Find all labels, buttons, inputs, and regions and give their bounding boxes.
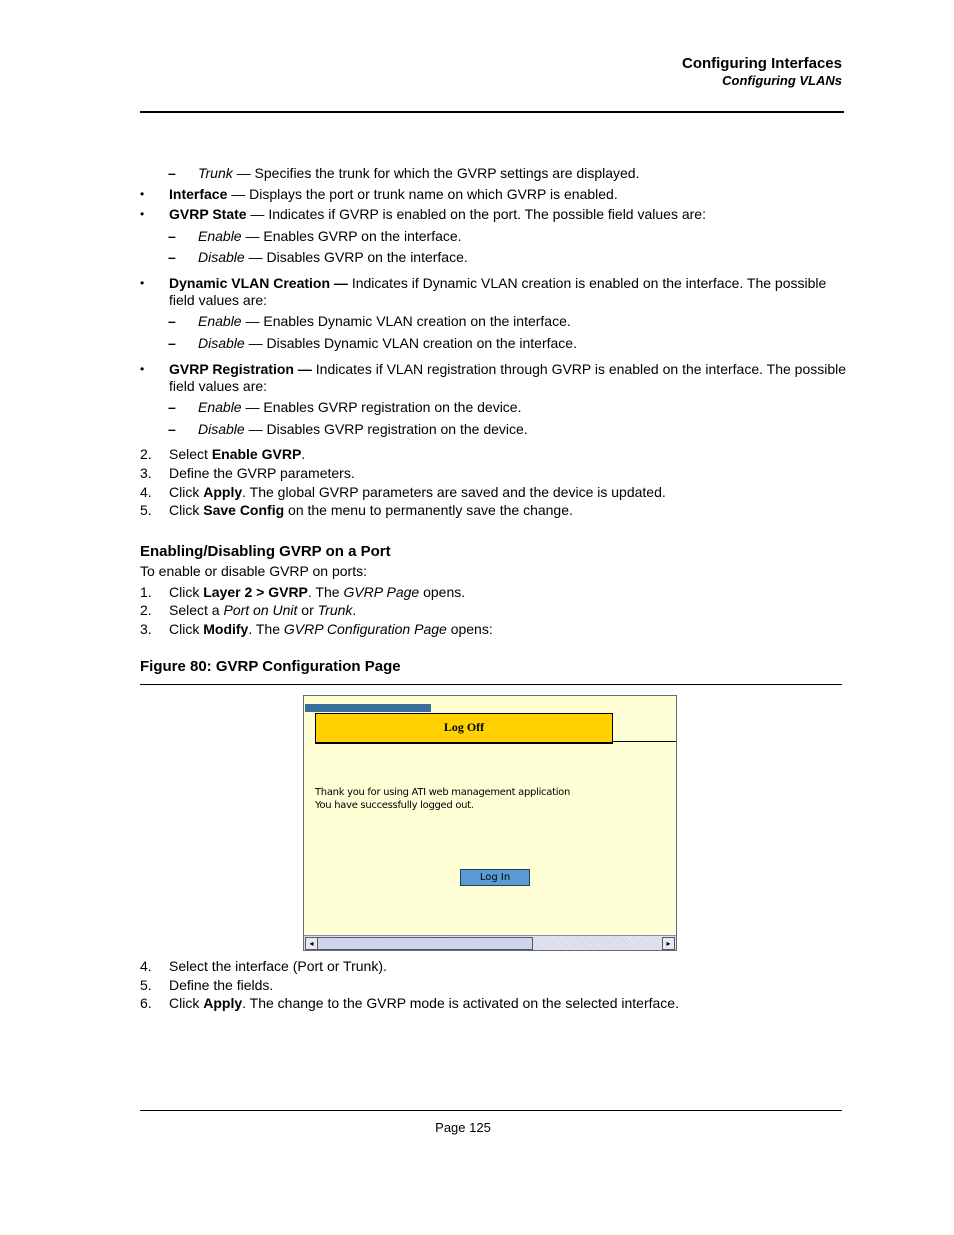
desc: — Specifies the trunk for which the GVRP settings are displayed. xyxy=(232,165,640,181)
dvc-item xyxy=(169,274,826,292)
text: Click xyxy=(169,484,204,500)
step-number: 5. xyxy=(140,502,152,518)
step-number: 3. xyxy=(140,621,152,637)
field-ref: Port on Unit xyxy=(223,602,298,618)
ui-term: Apply xyxy=(203,995,243,1011)
dash-marker: – xyxy=(168,228,176,244)
figure-caption: Figure 80: GVRP Configuration Page xyxy=(140,658,401,675)
logoff-title-bar xyxy=(315,713,613,744)
reg-disable-item xyxy=(198,420,528,438)
title-bar-rule xyxy=(613,741,676,742)
footer-rule xyxy=(140,1110,842,1111)
step-3: Define the GVRP parameters. xyxy=(169,465,355,481)
ui-term: Modify xyxy=(203,621,249,637)
term: GVRP Registration — xyxy=(169,361,312,377)
term: Disable xyxy=(198,249,245,265)
step-6 xyxy=(169,994,679,1012)
screenshot-tab xyxy=(305,704,431,712)
logout-message-1: Thank you for using ATI web management application xyxy=(315,787,571,798)
text: . The xyxy=(248,621,284,637)
step-number: 2. xyxy=(140,446,152,462)
dash-marker: – xyxy=(168,335,176,351)
dvc-item-cont: field values are: xyxy=(169,292,268,308)
text: Click xyxy=(169,621,204,637)
ui-term: Enable GVRP xyxy=(211,446,302,462)
reg-item xyxy=(169,360,846,378)
step-number: 1. xyxy=(140,584,152,600)
interface-item xyxy=(169,185,618,203)
step-4: Select the interface (Port or Trunk). xyxy=(169,958,387,974)
section-title: Enabling/Disabling GVRP on a Port xyxy=(140,543,391,560)
page-number: Page 125 xyxy=(435,1120,491,1135)
figure-rule xyxy=(140,684,842,685)
term: Dynamic VLAN Creation — xyxy=(169,275,348,291)
scroll-right-icon[interactable]: ▸ xyxy=(662,937,675,950)
ui-term: Layer 2 > GVRP xyxy=(203,584,308,600)
desc: Indicates if VLAN registration through GVRP is enabled on the interface. The possible xyxy=(311,361,847,377)
running-header-subtitle: Configuring VLANs xyxy=(722,73,842,88)
text: or xyxy=(297,602,318,618)
bullet-marker: • xyxy=(140,276,145,290)
section-intro: To enable or disable GVRP on ports: xyxy=(140,563,367,579)
step-2 xyxy=(169,601,356,619)
text: Select a xyxy=(169,602,224,618)
text: . xyxy=(301,446,306,462)
step-5: Define the fields. xyxy=(169,977,274,993)
text: Select xyxy=(169,446,212,462)
desc: — Disables GVRP registration on the device. xyxy=(244,421,528,437)
text: Click xyxy=(169,584,204,600)
term: Enable xyxy=(198,399,242,415)
step-1 xyxy=(169,583,465,601)
text: opens. xyxy=(419,584,466,600)
text: . The xyxy=(307,584,344,600)
step-number: 3. xyxy=(140,465,152,481)
desc: — Enables GVRP registration on the device. xyxy=(241,399,522,415)
page-ref: GVRP Page xyxy=(343,584,420,600)
text: . xyxy=(352,602,357,618)
ui-term: Apply xyxy=(203,484,243,500)
term: Interface xyxy=(169,186,228,202)
bullet-marker: • xyxy=(140,187,145,201)
reg-item-cont: field values are: xyxy=(169,378,268,394)
reg-enable-item xyxy=(198,398,521,416)
desc: — Displays the port or trunk name on which GVRP is enabled. xyxy=(227,186,618,202)
trunk-text xyxy=(198,164,639,182)
ui-term: Save Config xyxy=(203,502,285,518)
logout-message-2: You have successfully logged out. xyxy=(315,800,474,811)
step-5 xyxy=(169,501,573,519)
text: . The global GVRP parameters are saved and the device is updated. xyxy=(242,484,666,500)
term: Enable xyxy=(198,313,242,329)
step-number: 6. xyxy=(140,995,152,1011)
dash-marker: – xyxy=(168,313,176,329)
step-number: 4. xyxy=(140,484,152,500)
text: opens: xyxy=(446,621,493,637)
login-button[interactable]: Log In xyxy=(460,869,530,886)
dash-marker: – xyxy=(168,399,176,415)
desc: — Disables GVRP on the interface. xyxy=(244,249,468,265)
desc: — Indicates if GVRP is enabled on the port. The possible field values are: xyxy=(246,206,706,222)
desc: Indicates if Dynamic VLAN creation is enabled on the interface. The possible xyxy=(347,275,827,291)
header-rule xyxy=(140,111,844,113)
term: Trunk xyxy=(198,165,233,181)
text: Click xyxy=(169,502,204,518)
bullet-marker: • xyxy=(140,207,145,221)
logoff-screenshot xyxy=(303,695,677,951)
dash-marker: – xyxy=(168,249,176,265)
text: Click xyxy=(169,995,204,1011)
desc: — Enables GVRP on the interface. xyxy=(241,228,462,244)
dvc-enable-item xyxy=(198,312,571,330)
dash-marker: – xyxy=(168,421,176,437)
horizontal-scrollbar[interactable] xyxy=(304,935,676,951)
logoff-title: Log Off xyxy=(443,720,485,734)
term: Disable xyxy=(198,421,245,437)
field-ref: Trunk xyxy=(317,602,353,618)
step-number: 2. xyxy=(140,602,152,618)
step-2 xyxy=(169,445,305,463)
scrollbar-thumb[interactable] xyxy=(317,937,533,950)
step-3 xyxy=(169,620,493,638)
text: on the menu to permanently save the change. xyxy=(284,502,573,518)
bullet-marker: • xyxy=(140,362,145,376)
trunk-item xyxy=(168,164,176,182)
gs-disable-item xyxy=(198,248,468,266)
desc: — Disables Dynamic VLAN creation on the interface. xyxy=(244,335,577,351)
gvrp-state-item xyxy=(169,205,706,223)
scroll-left-icon[interactable]: ◂ xyxy=(305,937,318,950)
gs-enable-item xyxy=(198,227,462,245)
dash-marker: – xyxy=(168,165,176,181)
term: GVRP State xyxy=(169,206,247,222)
text: . The change to the GVRP mode is activated on the selected interface. xyxy=(242,995,679,1011)
step-number: 5. xyxy=(140,977,152,993)
step-4 xyxy=(169,483,666,501)
term: Disable xyxy=(198,335,245,351)
running-header-title: Configuring Interfaces xyxy=(681,55,842,72)
step-number: 4. xyxy=(140,958,152,974)
page-ref: GVRP Configuration Page xyxy=(283,621,447,637)
desc: — Enables Dynamic VLAN creation on the interface. xyxy=(241,313,571,329)
dvc-disable-item xyxy=(198,334,577,352)
term: Enable xyxy=(198,228,242,244)
